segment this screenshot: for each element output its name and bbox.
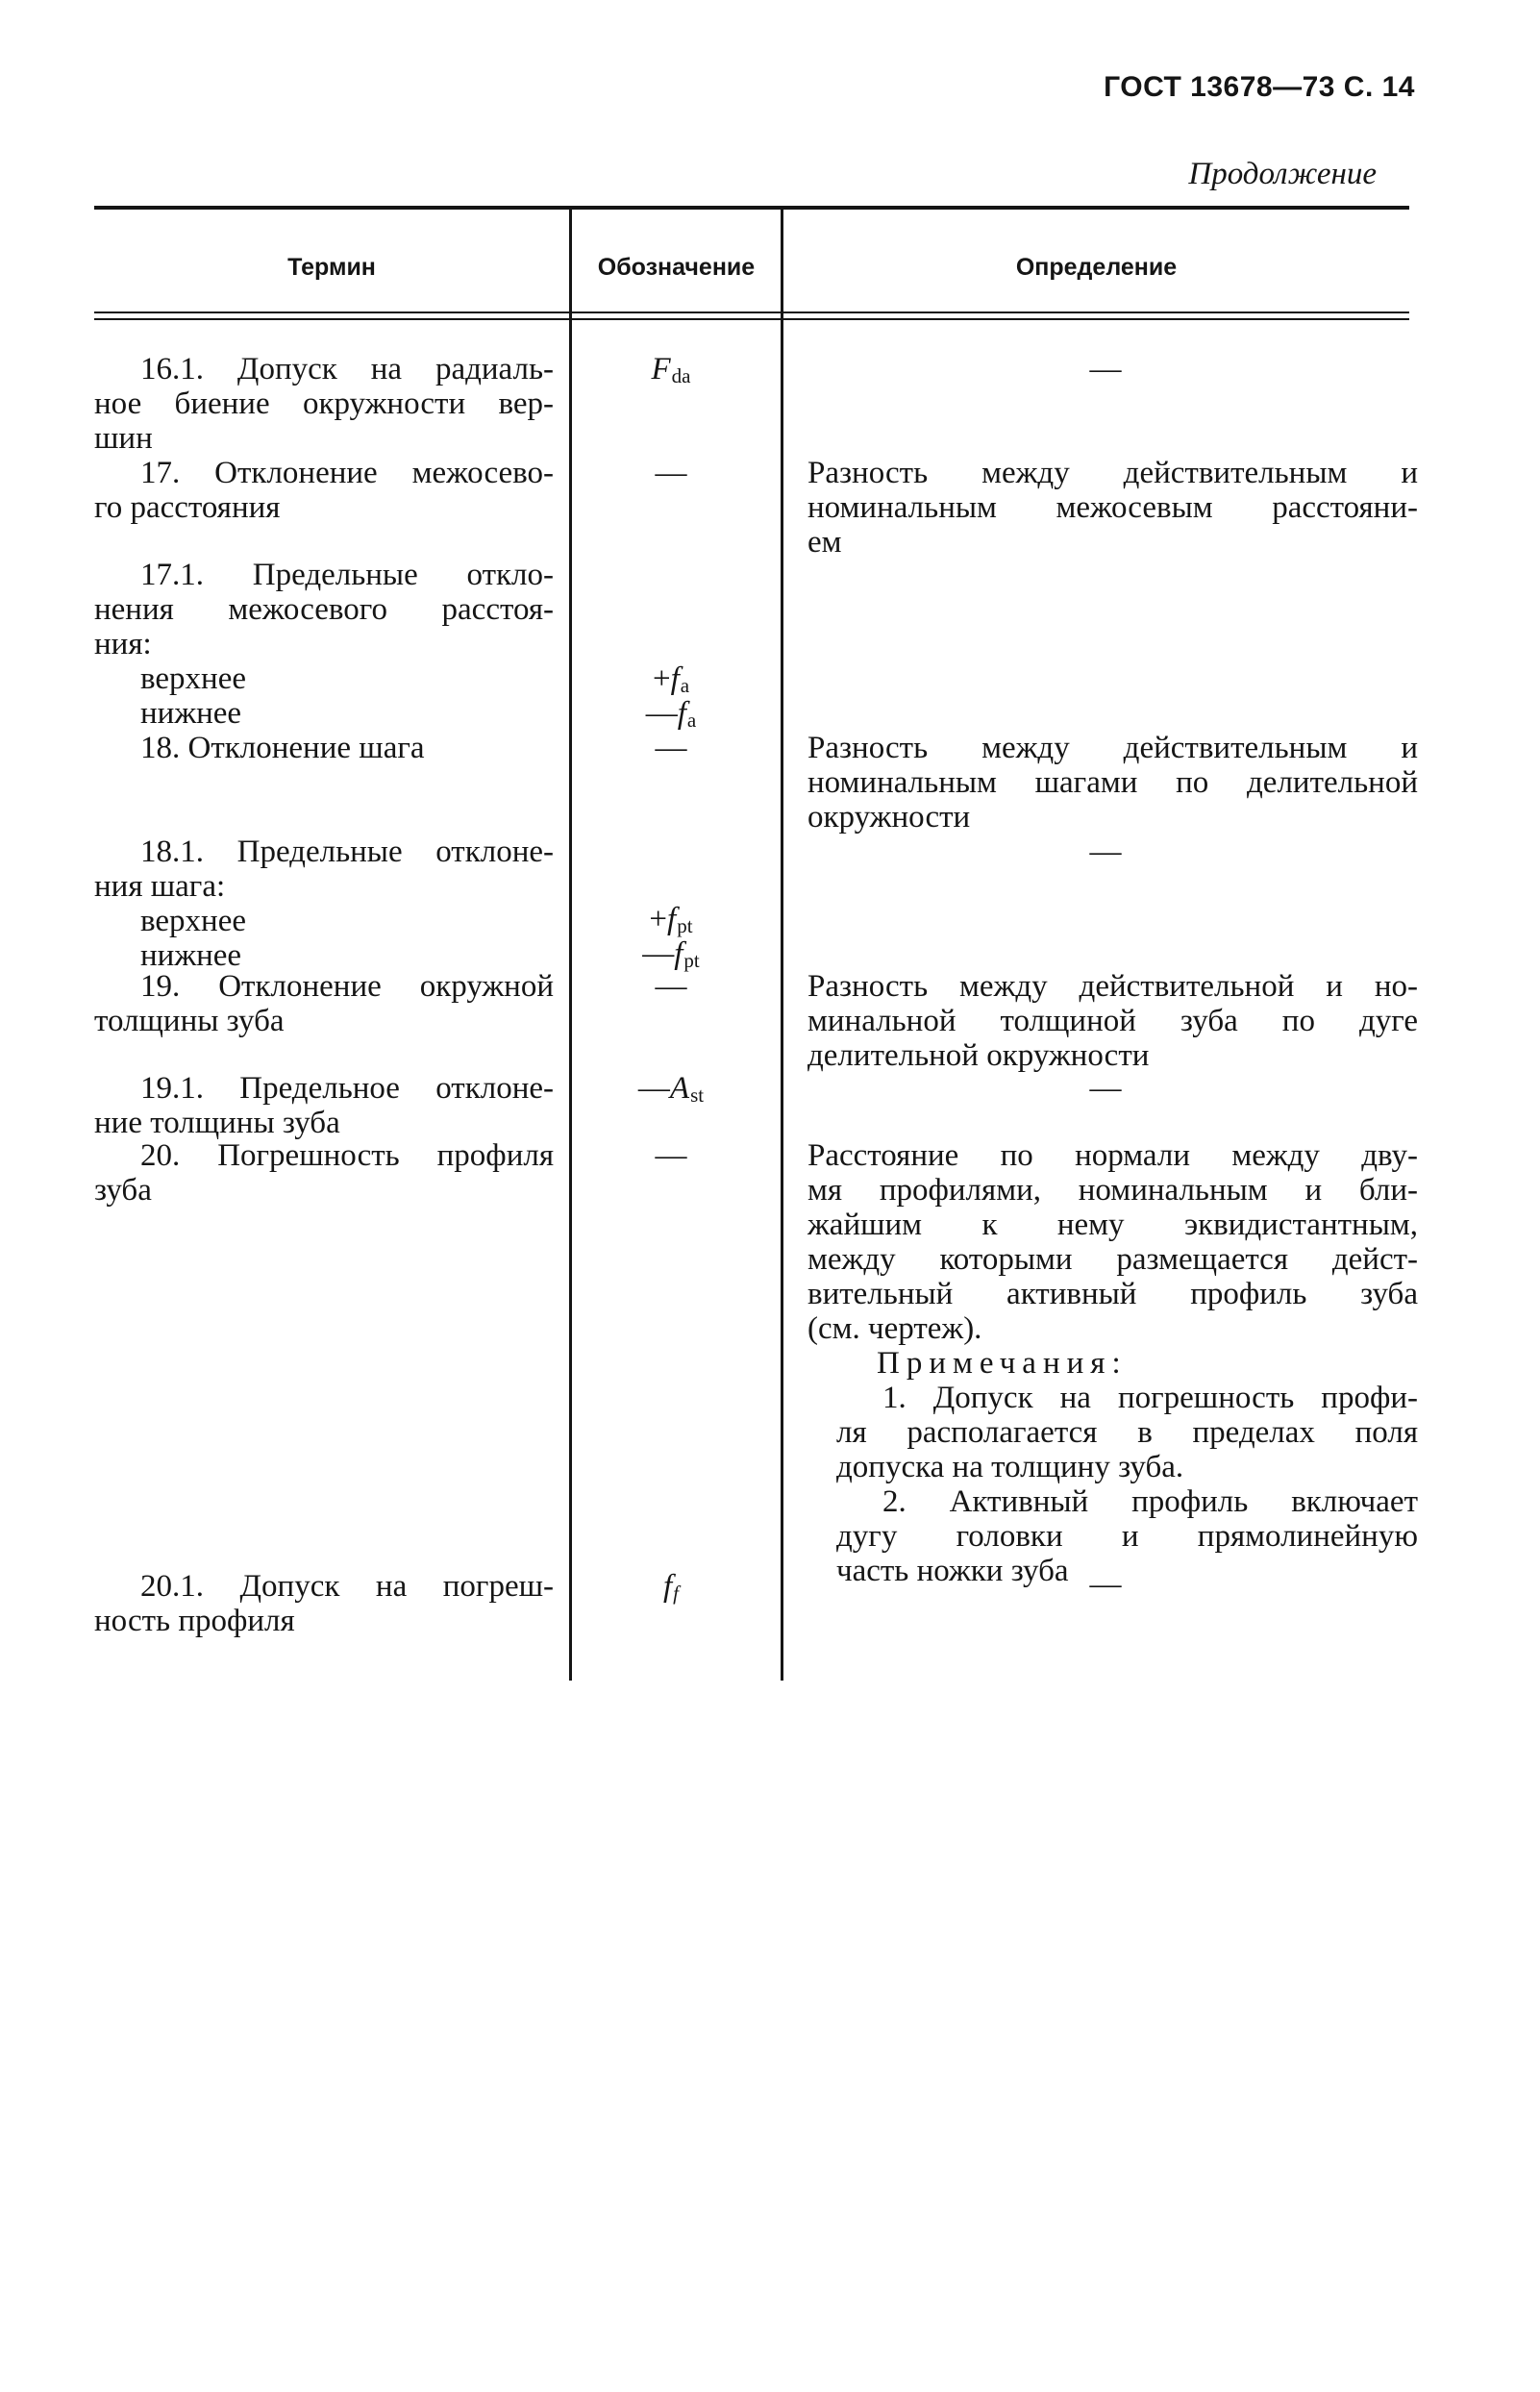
symbol-sign: — (645, 696, 678, 731)
text-line: часть ножки зуба (836, 1554, 1069, 1588)
text-line: Разность между действительной и но- (807, 969, 1418, 1004)
text-line: толщины зуба (94, 1004, 285, 1038)
text-line: ное биение окружности вер- (94, 386, 554, 421)
symbol-16-1 (569, 352, 773, 393)
text-line: Разность между действительным и (807, 731, 1418, 765)
text-line: нения межосевого расстоя- (94, 592, 554, 627)
symbol-18: — (655, 731, 687, 765)
text-line: зуба (94, 1173, 152, 1208)
text-line: делительной окружности (807, 1038, 1150, 1073)
text-line: нижнее (140, 938, 242, 973)
table-header-rule-1 (94, 311, 1409, 313)
definition-18 (807, 731, 1418, 835)
text-line: окружности (807, 800, 971, 835)
text-line: Расстояние по нормали между дву- (807, 1138, 1418, 1173)
standard-code: ГОСТ 13678—73 С. 14 (1104, 71, 1415, 103)
symbol-subscript: da (671, 364, 691, 387)
text-line: го расстояния (94, 490, 281, 525)
table-header-rule-2 (94, 318, 1409, 320)
term-19-1 (94, 1071, 554, 1140)
definition-19-1 (942, 1071, 1269, 1106)
symbol-20-1 (569, 1569, 773, 1610)
text-line: 20.1. Допуск на погреш- (140, 1569, 554, 1604)
symbol-main: f (677, 696, 686, 731)
symbol-sign: — (637, 1071, 670, 1106)
text-line: номинальным межосевым расстояни- (807, 490, 1418, 525)
text-line: верхнее (140, 904, 246, 938)
text-line: вительный активный профиль зуба (807, 1277, 1418, 1311)
text-line: 16.1. Допуск на радиаль- (140, 352, 554, 386)
text-line: шин (94, 421, 153, 456)
definition-19 (807, 969, 1418, 1073)
symbol-main: A (669, 1071, 690, 1106)
text-line: 17. Отклонение межосево- (140, 456, 554, 490)
text-line: ния шага: (94, 869, 226, 904)
symbol-subscript: f (673, 1582, 679, 1605)
term-18 (94, 731, 554, 765)
symbol-17: — (655, 456, 687, 490)
symbol-subscript: a (680, 674, 690, 697)
symbol-19: — (655, 969, 687, 1004)
text-line: 18. Отклонение шага (140, 731, 425, 765)
term-19 (94, 969, 554, 1038)
term-20 (94, 1138, 554, 1208)
text-line: ля располагается в пределах поля (836, 1415, 1418, 1450)
symbol-sign: + (652, 661, 671, 696)
note-1 (807, 1381, 1418, 1484)
notes-title: Примечания: (877, 1346, 1128, 1381)
symbol-sign: — (642, 936, 675, 971)
dash: — (1089, 835, 1122, 869)
text-line: 19.1. Предельное отклоне- (140, 1071, 554, 1106)
symbol-subscript: a (686, 709, 697, 732)
term-18-1 (94, 835, 554, 973)
column-divider-2 (781, 210, 783, 1681)
definition-16-1 (942, 352, 1269, 386)
symbol-main: f (674, 936, 683, 971)
text-line: между которыми размещается дейст- (807, 1242, 1418, 1277)
text-line: нижнее (140, 696, 242, 731)
text-line: (см. чертеж). (807, 1311, 982, 1346)
text-line: мя профилями, номинальным и бли- (807, 1173, 1418, 1208)
symbol-subscript: pt (677, 914, 693, 937)
symbol-main: f (662, 1569, 673, 1604)
text-line: верхнее (140, 661, 246, 696)
text-line: ность профиля (94, 1604, 295, 1638)
text-line: жайшим к нему эквидистантным, (807, 1208, 1418, 1242)
symbol-subscript: pt (683, 949, 700, 972)
text-line: допуска на толщину зуба. (836, 1450, 1184, 1484)
definition-17 (807, 456, 1418, 560)
definition-20-1 (942, 1567, 1269, 1602)
symbol-main: f (670, 661, 680, 696)
column-header-definition: Определение (1015, 254, 1178, 281)
text-line: ем (807, 525, 842, 560)
dash: — (1089, 1567, 1122, 1602)
column-header-term: Термин (287, 254, 376, 281)
continuation-label: Продолжение (1188, 157, 1377, 191)
text-line: 17.1. Предельные откло- (140, 558, 554, 592)
symbol-20: — (655, 1138, 687, 1173)
definition-18-1 (942, 835, 1269, 869)
term-20-1 (94, 1569, 554, 1638)
term-16-1 (94, 352, 554, 456)
dash: — (1089, 1071, 1122, 1106)
symbol-19-1 (569, 1071, 773, 1112)
symbol-main: f (667, 902, 677, 936)
definition-20 (807, 1138, 1418, 1588)
symbol-main: F (651, 352, 671, 386)
text-line: 2. Активный профиль включает (882, 1484, 1418, 1519)
term-17-1 (94, 558, 554, 731)
text-line: 20. Погрешность профиля (140, 1138, 554, 1173)
text-line: минальной толщиной зуба по дуге (807, 1004, 1418, 1038)
column-header-symbol: Обозначение (597, 254, 756, 281)
text-line: 1. Допуск на погрешность профи- (882, 1381, 1418, 1415)
text-line: ние толщины зуба (94, 1106, 340, 1140)
text-line: дугу головки и прямолинейную (836, 1519, 1418, 1554)
text-line: 19. Отклонение окружной (140, 969, 554, 1004)
symbol-subscript: st (690, 1084, 705, 1107)
table-top-rule (94, 206, 1409, 210)
text-line: номинальным шагами по делительной (807, 765, 1418, 800)
symbol-sign: + (649, 902, 668, 936)
text-line: 18.1. Предельные отклоне- (140, 835, 554, 869)
term-17 (94, 456, 554, 525)
dash: — (1089, 352, 1122, 386)
text-line: ния: (94, 627, 152, 661)
text-line: Разность между действительным и (807, 456, 1418, 490)
